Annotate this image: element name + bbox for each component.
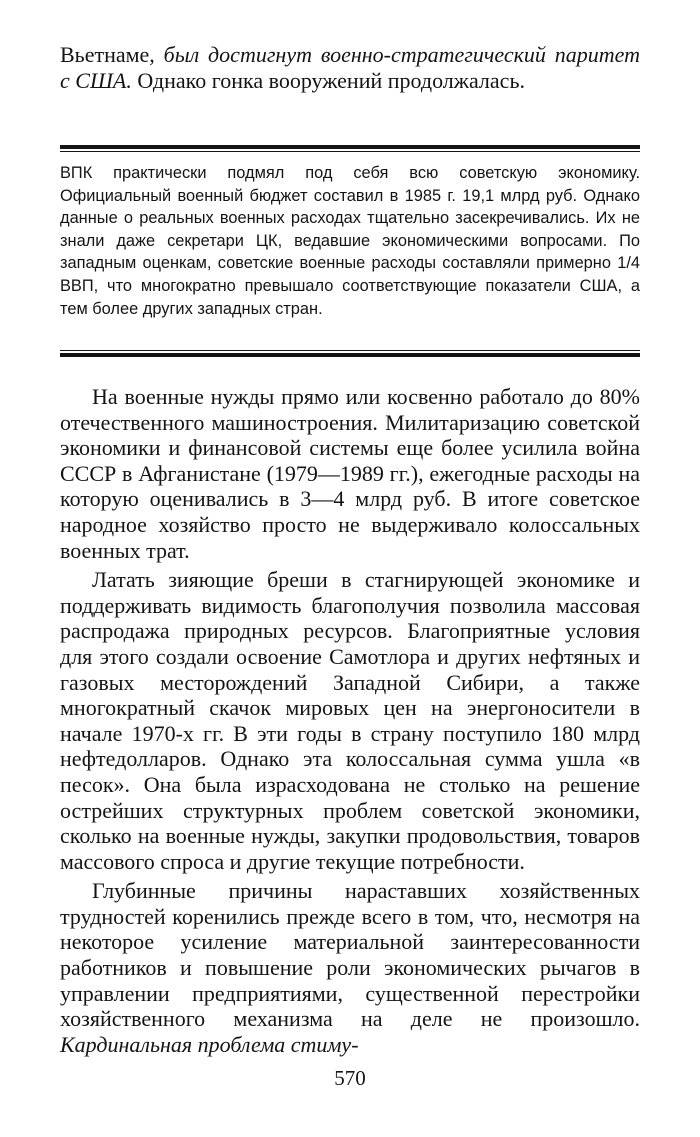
thin-rule xyxy=(60,151,640,152)
intro-paragraph xyxy=(60,42,640,94)
paragraph-3-text: Глубинные причины нараставших хозяйственных трудностей коренились прежде всего в том, что, несмотря на некоторое усиление материальной заинтересованности работников и повышение роли экономических рычагов в управлении предприятиями, существенной перестройки хозяйственного механизма на деле не произошло. xyxy=(60,878,640,1032)
paragraph-3 xyxy=(60,878,640,1057)
page-number: 570 xyxy=(334,1066,366,1090)
box-bottom-rule xyxy=(60,350,640,357)
sidebar-box xyxy=(60,162,640,320)
thick-rule xyxy=(60,353,640,357)
main-text xyxy=(60,384,640,1057)
intro-emphasis: был достигнут военно-стратегический паритет с США. xyxy=(60,42,640,93)
sidebar-box-text: ВПК практически подмял под себя всю советскую экономику. Официальный военный бюджет составил в 1985 г. 19,1 млрд руб. Однако данные о реальных военных расходах тщательно засекречивались. Их не знали даже секретари ЦК, ведавшие экономическими вопросами. По западным оценкам, советские военные расходы составляли примерно 1/4 ВВП, что многократно превышало соответствующие показатели США, а тем более других западных стран. xyxy=(60,164,640,318)
box-top-rule xyxy=(60,145,640,152)
intro-text xyxy=(60,42,640,94)
paragraph-3-emphasis: Кардинальная проблема стиму- xyxy=(60,1031,359,1057)
intro-rest: Однако гонка вооружений продолжалась. xyxy=(131,68,525,93)
paragraph-1: На военные нужды прямо или косвенно работало до 80% отечественного машиностроения. Милитаризацию советской экономики и финансовой системы еще более усилила война СССР в Афганистане (1979—1989 гг.), ежегодные расходы на которую оценивались в 3—4 млрд руб. В итоге советское народное хозяйство просто не выдерживало колоссальных военных трат. xyxy=(60,384,640,563)
thick-rule xyxy=(60,145,640,149)
intro-lead: Вьетнаме, xyxy=(60,42,164,67)
thin-rule xyxy=(60,350,640,351)
paragraph-2: Латать зияющие бреши в стагнирующей экономике и поддерживать видимость благополучия позволила массовая распродажа природных ресурсов. Благоприятные условия для этого создали освоение Самотлора и других нефтяных и газовых месторождений Западной Сибири, а также многократный скачок мировых цен на энергоносители в начале 1970-х гг. В эти годы в страну поступило 180 млрд нефтедолларов. Однако эта колоссальная сумма ушла «в песок». Она была израсходована не столько на решение острейших структурных проблем советской экономики, сколько на военные нужды, закупки продовольствия, товаров массового спроса и другие текущие потребности. xyxy=(60,567,640,874)
